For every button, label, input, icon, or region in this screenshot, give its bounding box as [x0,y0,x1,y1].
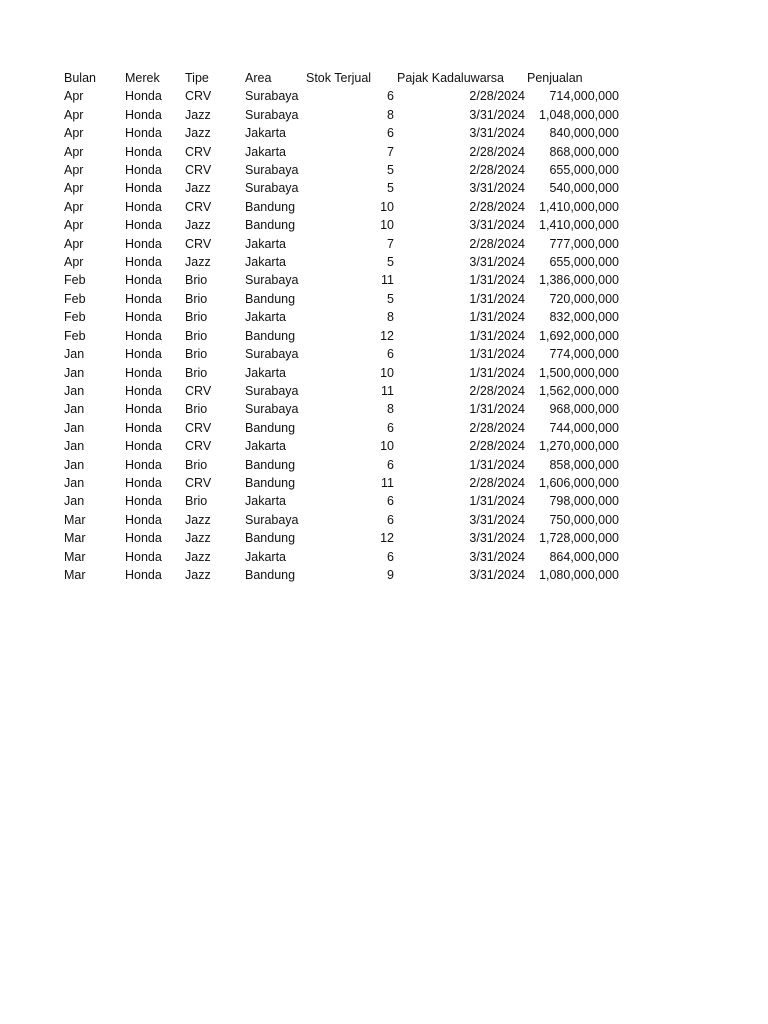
cell-area: Jakarta [245,549,286,564]
cell-penjualan: 655,000,000 [549,255,619,270]
table-row [64,106,619,124]
cell-area: Jakarta [245,255,286,270]
cell-stok-terjual: 5 [387,181,394,196]
cell-bulan: Jan [64,420,85,435]
table-row [64,492,619,510]
cell-pajak-kadaluwarsa: 1/31/2024 [469,402,525,417]
table-row [64,437,619,455]
cell-bulan: Feb [64,328,86,343]
cell-merek: Honda [125,494,162,509]
cell-stok-terjual: 7 [387,236,394,251]
cell-merek: Honda [125,475,162,490]
cell-stok-terjual: 8 [387,402,394,417]
cell-merek: Honda [125,365,162,380]
cell-pajak-kadaluwarsa: 2/28/2024 [469,144,525,159]
table-row [64,400,619,418]
table-row [64,161,619,179]
cell-tipe: CRV [185,144,212,159]
cell-bulan: Apr [64,126,84,141]
cell-tipe: CRV [185,383,212,398]
cell-bulan: Jan [64,402,85,417]
table-row [64,474,619,492]
cell-penjualan: 1,500,000,000 [539,365,619,380]
cell-area: Surabaya [245,273,299,288]
cell-bulan: Apr [64,89,84,104]
cell-tipe: CRV [185,89,212,104]
table-row [64,179,619,197]
cell-merek: Honda [125,420,162,435]
cell-area: Jakarta [245,439,286,454]
cell-penjualan: 714,000,000 [549,89,619,104]
cell-merek: Honda [125,402,162,417]
cell-area: Bandung [245,199,296,214]
table-row [64,456,619,474]
table-row [64,253,619,271]
cell-merek: Honda [125,439,162,454]
cell-bulan: Apr [64,144,84,159]
sales-table [64,69,619,584]
cell-pajak-kadaluwarsa: 2/28/2024 [469,163,525,178]
cell-tipe: Brio [185,402,208,417]
table-row [64,271,619,289]
cell-tipe: Brio [185,273,208,288]
cell-tipe: Brio [185,328,208,343]
cell-stok-terjual: 8 [387,310,394,325]
cell-penjualan: 1,606,000,000 [539,475,619,490]
header-stok-terjual: Stok Terjual [306,71,372,85]
cell-pajak-kadaluwarsa: 3/31/2024 [469,126,525,141]
cell-pajak-kadaluwarsa: 3/31/2024 [469,567,525,582]
table-row [64,382,619,400]
cell-pajak-kadaluwarsa: 2/28/2024 [469,199,525,214]
table-row [64,548,619,566]
cell-pajak-kadaluwarsa: 3/31/2024 [469,107,525,122]
cell-pajak-kadaluwarsa: 2/28/2024 [469,475,525,490]
cell-tipe: Brio [185,291,208,306]
cell-stok-terjual: 6 [387,347,394,362]
cell-stok-terjual: 6 [387,420,394,435]
cell-pajak-kadaluwarsa: 2/28/2024 [469,383,525,398]
cell-bulan: Apr [64,236,84,251]
cell-stok-terjual: 5 [387,291,394,306]
header-area: Area [245,71,272,85]
cell-pajak-kadaluwarsa: 3/31/2024 [469,531,525,546]
cell-bulan: Apr [64,199,84,214]
table-row [64,327,619,345]
cell-bulan: Feb [64,291,86,306]
cell-penjualan: 968,000,000 [549,402,619,417]
table-row [64,124,619,142]
cell-stok-terjual: 6 [387,89,394,104]
cell-tipe: Brio [185,494,208,509]
cell-bulan: Apr [64,218,84,233]
cell-merek: Honda [125,89,162,104]
cell-pajak-kadaluwarsa: 1/31/2024 [469,457,525,472]
cell-tipe: Jazz [185,549,211,564]
cell-penjualan: 1,410,000,000 [539,199,619,214]
cell-stok-terjual: 11 [381,273,394,288]
table-row [64,511,619,529]
cell-bulan: Mar [64,567,86,582]
cell-stok-terjual: 10 [380,218,394,233]
cell-tipe: CRV [185,199,212,214]
cell-penjualan: 832,000,000 [549,310,619,325]
cell-stok-terjual: 9 [387,567,394,582]
cell-merek: Honda [125,236,162,251]
cell-merek: Honda [125,531,162,546]
cell-penjualan: 1,410,000,000 [539,218,619,233]
cell-merek: Honda [125,347,162,362]
table-row [64,198,619,216]
cell-tipe: Jazz [185,107,211,122]
cell-penjualan: 1,048,000,000 [539,107,619,122]
cell-area: Bandung [245,291,296,306]
table-body [64,87,619,584]
cell-tipe: CRV [185,163,212,178]
cell-merek: Honda [125,218,162,233]
cell-merek: Honda [125,273,162,288]
header-bulan: Bulan [64,71,96,85]
cell-penjualan: 1,562,000,000 [539,383,619,398]
cell-bulan: Mar [64,531,86,546]
cell-area: Jakarta [245,310,286,325]
cell-merek: Honda [125,255,162,270]
table-row [64,87,619,105]
cell-penjualan: 540,000,000 [549,181,619,196]
cell-area: Bandung [245,531,296,546]
cell-bulan: Feb [64,310,86,325]
cell-penjualan: 750,000,000 [549,512,619,527]
cell-bulan: Apr [64,107,84,122]
cell-bulan: Apr [64,163,84,178]
cell-area: Jakarta [245,494,286,509]
cell-merek: Honda [125,512,162,527]
table-row [64,529,619,547]
cell-area: Jakarta [245,144,286,159]
table-row [64,143,619,161]
cell-pajak-kadaluwarsa: 1/31/2024 [469,273,525,288]
cell-merek: Honda [125,457,162,472]
cell-area: Surabaya [245,347,299,362]
cell-bulan: Mar [64,549,86,564]
cell-pajak-kadaluwarsa: 3/31/2024 [469,549,525,564]
cell-pajak-kadaluwarsa: 1/31/2024 [469,328,525,343]
cell-stok-terjual: 8 [387,107,394,122]
table-row [64,364,619,382]
header-row [64,69,619,87]
cell-bulan: Jan [64,494,85,509]
cell-penjualan: 840,000,000 [549,126,619,141]
cell-merek: Honda [125,107,162,122]
cell-stok-terjual: 12 [380,531,394,546]
cell-stok-terjual: 5 [387,163,394,178]
cell-penjualan: 744,000,000 [549,420,619,435]
cell-pajak-kadaluwarsa: 1/31/2024 [469,291,525,306]
cell-stok-terjual: 12 [380,328,394,343]
cell-area: Jakarta [245,126,286,141]
cell-stok-terjual: 6 [387,457,394,472]
spreadsheet-page [64,69,624,584]
cell-tipe: CRV [185,475,212,490]
cell-bulan: Jan [64,475,85,490]
cell-tipe: Jazz [185,126,211,141]
cell-pajak-kadaluwarsa: 3/31/2024 [469,512,525,527]
cell-tipe: Jazz [185,255,211,270]
cell-tipe: Brio [185,365,208,380]
cell-area: Bandung [245,420,296,435]
cell-tipe: CRV [185,420,212,435]
cell-merek: Honda [125,181,162,196]
table-row [64,345,619,363]
table-row [64,419,619,437]
cell-stok-terjual: 10 [380,439,394,454]
cell-merek: Honda [125,144,162,159]
cell-penjualan: 798,000,000 [549,494,619,509]
cell-area: Surabaya [245,107,299,122]
cell-area: Surabaya [245,181,299,196]
cell-pajak-kadaluwarsa: 1/31/2024 [469,494,525,509]
cell-penjualan: 655,000,000 [549,163,619,178]
cell-stok-terjual: 10 [380,199,394,214]
table-row [64,235,619,253]
cell-tipe: Brio [185,457,208,472]
cell-area: Jakarta [245,365,286,380]
cell-tipe: Jazz [185,181,211,196]
cell-tipe: Jazz [185,567,211,582]
cell-pajak-kadaluwarsa: 1/31/2024 [469,347,525,362]
cell-stok-terjual: 6 [387,494,394,509]
cell-area: Surabaya [245,89,299,104]
cell-penjualan: 1,692,000,000 [539,328,619,343]
cell-bulan: Jan [64,439,85,454]
cell-tipe: Brio [185,310,208,325]
cell-merek: Honda [125,199,162,214]
cell-penjualan: 1,386,000,000 [539,273,619,288]
cell-area: Jakarta [245,236,286,251]
cell-bulan: Jan [64,457,85,472]
table-row [64,290,619,308]
cell-tipe: Jazz [185,512,211,527]
cell-pajak-kadaluwarsa: 3/31/2024 [469,181,525,196]
table-row [64,308,619,326]
cell-pajak-kadaluwarsa: 1/31/2024 [469,310,525,325]
cell-tipe: Jazz [185,218,211,233]
cell-area: Bandung [245,475,296,490]
cell-merek: Honda [125,567,162,582]
cell-penjualan: 1,728,000,000 [539,531,619,546]
cell-merek: Honda [125,328,162,343]
cell-stok-terjual: 7 [387,144,394,159]
cell-stok-terjual: 11 [381,475,394,490]
cell-pajak-kadaluwarsa: 1/31/2024 [469,365,525,380]
cell-pajak-kadaluwarsa: 2/28/2024 [469,89,525,104]
cell-pajak-kadaluwarsa: 2/28/2024 [469,439,525,454]
cell-area: Bandung [245,328,296,343]
cell-bulan: Jan [64,347,85,362]
cell-penjualan: 868,000,000 [549,144,619,159]
cell-area: Bandung [245,218,296,233]
cell-area: Surabaya [245,512,299,527]
cell-bulan: Mar [64,512,86,527]
cell-merek: Honda [125,383,162,398]
table-row [64,566,619,584]
cell-stok-terjual: 6 [387,512,394,527]
cell-pajak-kadaluwarsa: 2/28/2024 [469,420,525,435]
cell-merek: Honda [125,291,162,306]
cell-merek: Honda [125,163,162,178]
cell-pajak-kadaluwarsa: 3/31/2024 [469,218,525,233]
cell-bulan: Jan [64,383,85,398]
cell-tipe: CRV [185,439,212,454]
cell-penjualan: 1,080,000,000 [539,567,619,582]
cell-penjualan: 777,000,000 [549,236,619,251]
table-row [64,216,619,234]
cell-merek: Honda [125,310,162,325]
cell-penjualan: 720,000,000 [549,291,619,306]
cell-tipe: CRV [185,236,212,251]
header-pajak-kadaluwarsa: Pajak Kadaluwarsa [397,71,505,85]
cell-penjualan: 864,000,000 [549,549,619,564]
cell-stok-terjual: 11 [381,383,394,398]
header-tipe: Tipe [185,71,209,85]
cell-area: Surabaya [245,383,299,398]
cell-area: Bandung [245,567,296,582]
header-merek: Merek [125,71,160,85]
cell-stok-terjual: 6 [387,126,394,141]
cell-area: Surabaya [245,163,299,178]
cell-stok-terjual: 5 [387,255,394,270]
cell-pajak-kadaluwarsa: 2/28/2024 [469,236,525,251]
cell-merek: Honda [125,126,162,141]
cell-bulan: Feb [64,273,86,288]
header-penjualan: Penjualan [527,71,583,85]
cell-tipe: Brio [185,347,208,362]
cell-bulan: Jan [64,365,85,380]
cell-stok-terjual: 6 [387,549,394,564]
cell-bulan: Apr [64,255,84,270]
cell-bulan: Apr [64,181,84,196]
cell-stok-terjual: 10 [380,365,394,380]
cell-tipe: Jazz [185,531,211,546]
cell-merek: Honda [125,549,162,564]
cell-penjualan: 774,000,000 [549,347,619,362]
cell-penjualan: 1,270,000,000 [539,439,619,454]
cell-area: Bandung [245,457,296,472]
cell-penjualan: 858,000,000 [549,457,619,472]
cell-pajak-kadaluwarsa: 3/31/2024 [469,255,525,270]
cell-area: Surabaya [245,402,299,417]
